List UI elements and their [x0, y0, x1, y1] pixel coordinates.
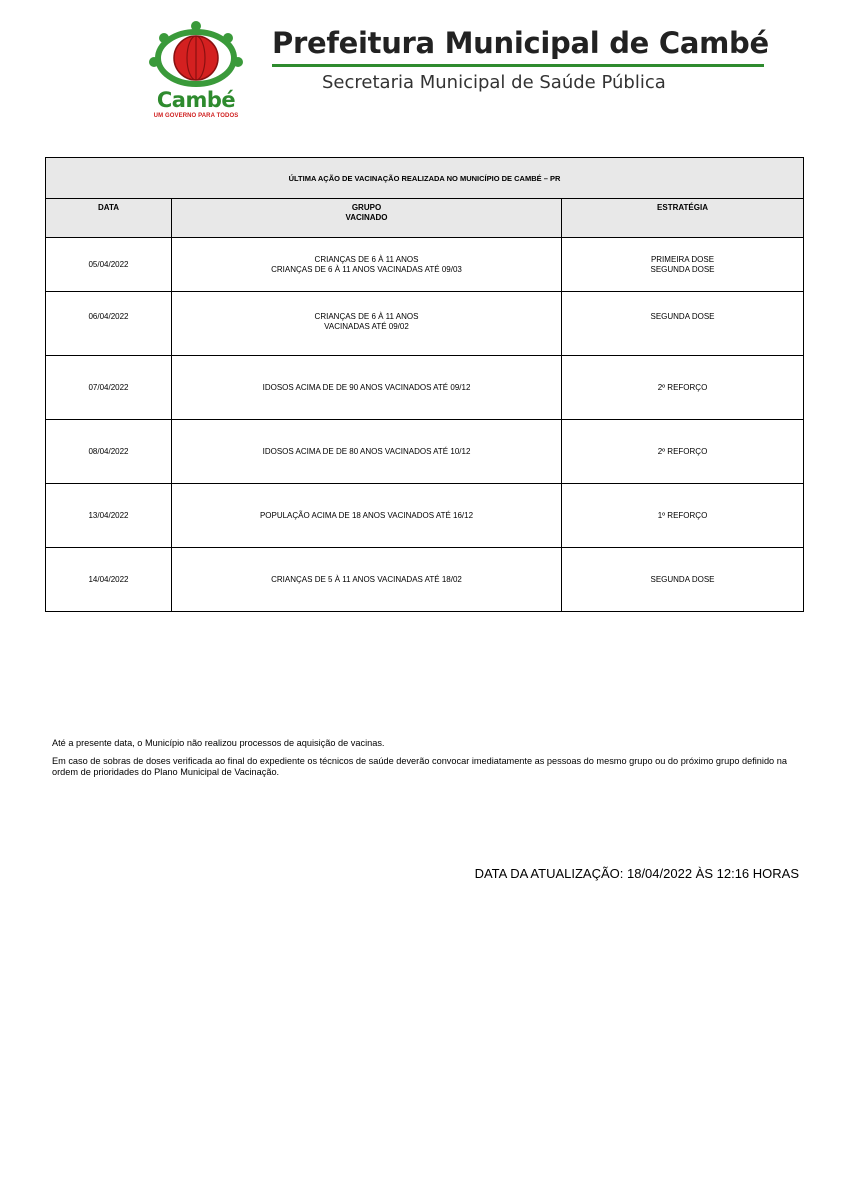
note-leftover-doses: Em caso de sobras de doses verificada ao final do expediente os técnicos de saúde deverão convocar imediatamente as pessoas do mesmo grupo ou do próximo grupo definido na ordem de prioridades do Plano Municipal de Vacinação. — [52, 756, 787, 777]
table-row — [46, 238, 804, 292]
row-date: 06/04/2022 — [46, 292, 172, 356]
row-date: 13/04/2022 — [46, 484, 172, 548]
table-row — [46, 420, 804, 484]
header-date: DATA — [46, 199, 172, 238]
row-group: CRIANÇAS DE 5 À 11 ANOS VACINADAS ATÉ 18/02 — [172, 548, 562, 612]
table-row — [46, 548, 804, 612]
row-date: 07/04/2022 — [46, 356, 172, 420]
page-subtitle: Secretaria Municipal de Saúde Pública — [322, 72, 666, 93]
row-strategy: 2º REFORÇO — [562, 420, 804, 484]
notes-section — [52, 738, 812, 785]
table-row — [46, 292, 804, 356]
vaccination-table — [45, 157, 804, 612]
note-acquisition: Até a presente data, o Município não realizou processos de aquisição de vacinas. — [52, 738, 385, 748]
row-date: 05/04/2022 — [46, 238, 172, 292]
logo-tagline: UM GOVERNO PARA TODOS — [153, 113, 239, 119]
row-group: CRIANÇAS DE 6 À 11 ANOS VACINADAS ATÉ 09/02 — [172, 292, 562, 356]
logo-name: Cambé — [156, 88, 236, 112]
header-strategy: ESTRATÉGIA — [562, 199, 804, 238]
table-row — [46, 356, 804, 420]
cambe-logo — [140, 18, 252, 122]
row-group: POPULAÇÃO ACIMA DE 18 ANOS VACINADOS ATÉ 16/12 — [172, 484, 562, 548]
title-divider — [272, 64, 764, 67]
row-strategy: SEGUNDA DOSE — [562, 548, 804, 612]
row-group: IDOSOS ACIMA DE DE 80 ANOS VACINADOS ATÉ 10/12 — [172, 420, 562, 484]
row-strategy: 1º REFORÇO — [562, 484, 804, 548]
row-strategy: PRIMEIRA DOSE SEGUNDA DOSE — [562, 238, 804, 292]
row-strategy: SEGUNDA DOSE — [562, 292, 804, 356]
table-caption: ÚLTIMA AÇÃO DE VACINAÇÃO REALIZADA NO MUNICÍPIO DE CAMBÉ – PR — [46, 158, 804, 199]
row-group: IDOSOS ACIMA DE DE 90 ANOS VACINADOS ATÉ 09/12 — [172, 356, 562, 420]
row-strategy: 2º REFORÇO — [562, 356, 804, 420]
page-title: Prefeitura Municipal de Cambé — [272, 26, 769, 60]
row-date: 08/04/2022 — [46, 420, 172, 484]
row-date: 14/04/2022 — [46, 548, 172, 612]
page-header — [0, 0, 850, 130]
logo-emblem-icon — [140, 18, 252, 90]
row-group: CRIANÇAS DE 6 À 11 ANOS CRIANÇAS DE 6 À 11 ANOS VACINADAS ATÉ 09/03 — [172, 238, 562, 292]
header-group: GRUPO VACINADO — [172, 199, 562, 238]
update-timestamp: DATA DA ATUALIZAÇÃO: 18/04/2022 ÀS 12:16 HORAS — [474, 866, 799, 881]
table-row — [46, 484, 804, 548]
